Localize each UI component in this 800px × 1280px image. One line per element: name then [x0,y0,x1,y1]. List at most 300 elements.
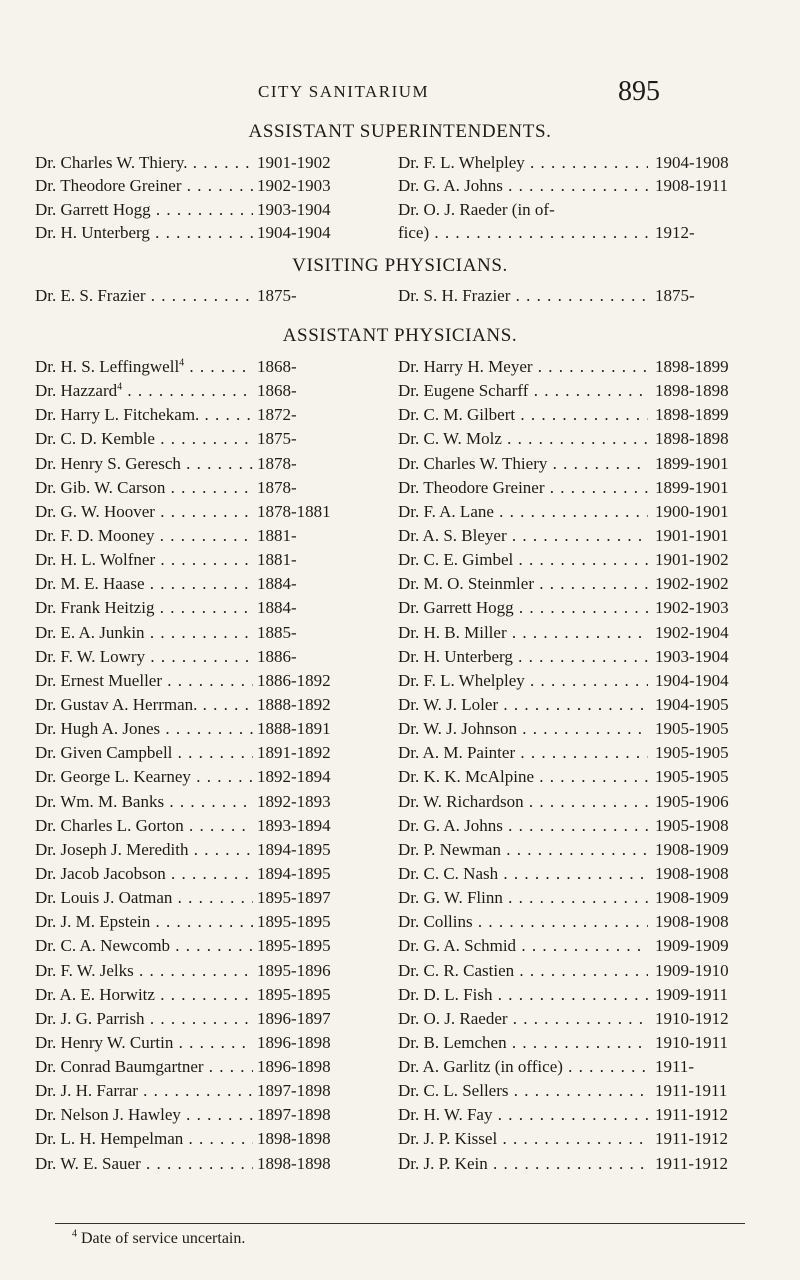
physician-name-text: Dr. Joseph J. Meredith [35,839,189,859]
entry-row [398,621,735,645]
service-years: 1904-1905 [655,694,729,714]
service-years: 1898-1898 [655,429,729,449]
physician-name-text: Dr. Frank Heitzig [35,598,155,618]
physician-name-text: Dr. Hazzard [35,381,118,401]
physician-name [35,1007,253,1031]
service-years: 1905-1906 [655,791,729,811]
service-years: 1911-1912 [655,1105,729,1125]
entry-row [398,476,735,500]
entry-row [398,198,735,222]
entry-row [35,355,337,379]
entry-row [398,1127,735,1151]
physician-name-text: Dr. Gustav A. Herrman. [35,694,198,714]
physician-name-text: Dr. M. O. Steinmler [398,574,534,594]
service-years: 1910-1911 [655,1032,729,1052]
entry-row [398,934,735,958]
physician-name [35,1055,253,1079]
service-years: 1903-1904 [257,199,331,219]
physician-name-text: Dr. W. J. Johnson [398,719,518,739]
footnote-mark: 4 [72,1228,77,1240]
entry-row [35,500,337,524]
service-years: 1895-1895 [257,912,331,932]
entry-row [398,151,735,175]
physician-name-text: Dr. Ernest Mueller [35,670,162,690]
page-number: 895 [618,76,660,107]
physician-name-text: Dr. L. H. Hempelman [35,1129,184,1149]
physician-name-text: Dr. Nelson J. Hawley [35,1105,181,1125]
section-title: ASSISTANT PHYSICIANS. [282,325,518,346]
entry-row [398,1055,735,1079]
service-years: 1881- [257,550,297,570]
physician-name-text: Dr. Charles W. Thiery. [35,153,188,172]
entry-row [35,403,337,427]
entry-row [398,548,735,572]
service-years: 1872- [257,405,297,425]
entry-row [398,1103,735,1127]
service-years: 1908-1909 [655,839,729,859]
physician-name-text: Dr. W. J. Loler [398,694,499,714]
physician-name [398,814,648,838]
physician-name [35,1079,253,1103]
physician-name-text: Dr. W. Richardson [398,791,524,811]
physician-name-text: Dr. G. A. Johns [398,176,503,196]
service-years: 1898-1898 [257,1129,331,1149]
entry-row [398,500,735,524]
physician-name [35,934,253,958]
physician-name-text: Dr. P. Newman [398,839,501,859]
physician-name [35,284,253,308]
physician-name-text: Dr. F. W. Jelks [35,960,134,980]
entry-row [398,221,735,245]
entry-row [398,174,735,198]
entry-row [398,284,735,308]
service-years: 1897-1898 [257,1081,331,1101]
entry-row [35,669,337,693]
physician-name-text: Dr. George L. Kearney [35,767,191,787]
entry-row [398,403,735,427]
physician-name-text: Dr. F. L. Whelpley [398,670,525,690]
service-years: 1886-1892 [257,670,331,690]
service-years: 1899-1901 [655,477,729,497]
physician-name [35,717,253,741]
physician-name [398,838,648,862]
footnote-text: Date of service uncertain. [81,1230,246,1247]
physician-name [35,983,253,1007]
physician-name-text: Dr. J. P. Kein [398,1153,488,1173]
service-years: 1902-1904 [655,622,729,642]
entry-row [35,983,337,1007]
physician-name-text: Dr. M. E. Haase [35,574,145,594]
service-years: 1909-1910 [655,960,729,980]
physician-name-text: Dr. G. W. Flinn [398,888,503,908]
service-years: 1911-1912 [655,1129,729,1149]
service-years: 1891-1892 [257,743,331,763]
service-years: 1886- [257,646,297,666]
entry-row [35,838,337,862]
physician-name [398,548,648,572]
physician-name-text: Dr. C. C. Nash [398,863,499,883]
service-years: 1908-1908 [655,863,729,883]
physician-name [398,198,648,222]
entry-row [35,1152,337,1176]
service-years: 1884- [257,598,297,618]
physician-name [35,427,253,451]
footnote-ref: 4 [179,357,185,369]
entry-row [35,814,337,838]
entry-row [35,693,337,717]
entry-row [398,355,735,379]
physician-name [35,1152,253,1176]
entry-row [398,790,735,814]
service-years: 1898-1898 [655,381,729,401]
entry-row [398,862,735,886]
physician-name [35,151,253,175]
service-years: 1875- [257,429,297,449]
physician-name [35,862,253,886]
physician-name [35,596,253,620]
physician-name-text: Dr. J. G. Parrish [35,1008,145,1028]
entry-row [35,959,337,983]
physician-name [398,934,648,958]
entry-row [398,741,735,765]
service-years: 1911-1911 [655,1081,728,1101]
entry-row [398,765,735,789]
physician-name-text: Dr. J. M. Epstein [35,912,151,932]
entry-row [35,934,337,958]
service-years: 1892-1893 [257,791,331,811]
entry-row [35,862,337,886]
entry-row [35,1007,337,1031]
entry-row [398,910,735,934]
service-years: 1881- [257,525,297,545]
service-years: 1868- [257,357,297,376]
entry-row [35,572,337,596]
physician-name-text: Dr. A. Garlitz (in office) [398,1057,563,1077]
physician-name-text: Dr. Garrett Hogg [35,199,151,219]
entry-row [35,174,337,198]
footnote [72,1230,245,1248]
service-years: 1875- [257,286,297,305]
physician-name-text: Dr. A. M. Painter [398,743,516,763]
service-years: 1904-1904 [257,222,331,242]
service-years: 1878-1881 [257,501,331,521]
service-years: 1888-1891 [257,719,331,739]
physician-name [35,1103,253,1127]
physician-name [398,174,648,198]
physician-name-text: Dr. C. D. Kemble [35,429,155,449]
physician-name [35,1031,253,1055]
physician-name [398,379,648,403]
physician-name-text: Dr. O. J. Raeder (in of- [398,199,555,219]
service-years: 1896-1898 [257,1057,331,1077]
service-years: 1885- [257,622,297,642]
entry-row [35,910,337,934]
physician-name-text: Dr. Henry W. Curtin [35,1032,174,1052]
service-years: 1899-1901 [655,453,729,473]
entry-row [398,814,735,838]
physician-name [35,838,253,862]
entry-row [398,1079,735,1103]
running-head [0,76,800,116]
service-years: 1905-1905 [655,767,729,787]
physician-name [35,669,253,693]
physician-name [398,1103,648,1127]
physician-name-text: Dr. E. A. Junkin [35,622,145,642]
physician-name-text: Dr. G. W. Hoover [35,501,155,521]
service-years: 1905-1905 [655,743,729,763]
service-years: 1893-1894 [257,815,331,835]
service-years: 1897-1898 [257,1105,331,1125]
physician-name [35,403,253,427]
physician-name-text: Dr. Louis J. Oatman [35,888,173,908]
service-years: 1901-1902 [257,153,331,172]
physician-name [398,790,648,814]
entry-row [398,959,735,983]
entry-row [35,621,337,645]
physician-name [35,379,253,403]
physician-name [398,427,648,451]
physician-name [398,862,648,886]
physician-name-text: Dr. Gib. W. Carson [35,477,166,497]
service-years: 1896-1898 [257,1032,331,1052]
physician-name [35,476,253,500]
physician-name [398,221,648,245]
physician-name [398,1127,648,1151]
physician-name [35,741,253,765]
entry-row [35,1079,337,1103]
physician-name-text: Dr. H. Unterberg [398,646,513,666]
physician-name [398,1055,648,1079]
service-years: 1911- [655,1057,695,1077]
physician-name [398,524,648,548]
entry-row [35,476,337,500]
entry-row [398,886,735,910]
entry-row [35,548,337,572]
service-years: 1895-1896 [257,960,331,980]
physician-name [398,452,648,476]
section-title: ASSISTANT SUPERINTENDENTS. [248,121,552,142]
physician-name [398,572,648,596]
service-years: 1888-1892 [257,694,331,714]
physician-name-text: Dr. Charles W. Thiery [398,453,548,473]
physician-name-text: Dr. W. E. Sauer [35,1153,141,1173]
service-years: 1904-1904 [655,670,729,690]
service-years: 1909-1909 [655,936,729,956]
entry-row [35,1055,337,1079]
entry-row [398,838,735,862]
physician-name [35,621,253,645]
physician-name-text: Dr. H. W. Fay [398,1105,493,1125]
physician-name [398,1152,648,1176]
service-years: 1878- [257,477,297,497]
physician-name [398,621,648,645]
physician-name-text: Dr. C. E. Gimbel [398,550,514,570]
entry-row [35,221,337,245]
service-years: 1905-1908 [655,815,729,835]
service-years: 1898-1899 [655,405,729,425]
physician-name [398,886,648,910]
physician-name-text: Dr. Harry L. Fitchekam. [35,405,200,425]
entry-row [35,886,337,910]
physician-name [398,500,648,524]
physician-name-text: Dr. Garrett Hogg [398,598,514,618]
service-years: 1910-1912 [655,1008,729,1028]
entry-row [398,596,735,620]
service-years: 1868- [257,381,297,401]
physician-name [35,645,253,669]
physician-name [398,645,648,669]
service-years: 1902-1903 [655,598,729,618]
physician-name-text: Dr. Theodore Greiner [35,176,182,196]
section-title: VISITING PHYSICIANS. [292,255,508,276]
footnote-ref: 4 [117,381,123,393]
physician-name [35,524,253,548]
entry-row [398,572,735,596]
physician-name [398,717,648,741]
service-years: 1892-1894 [257,767,331,787]
physician-name [35,548,253,572]
physician-name-text: Dr. Harry H. Meyer [398,357,533,376]
service-years: 1911-1912 [655,1153,729,1173]
service-years: 1905-1905 [655,719,729,739]
entry-row [35,765,337,789]
entry-row [35,1031,337,1055]
physician-name [398,1079,648,1103]
physician-name [35,910,253,934]
service-years: 1908-1911 [655,176,729,196]
service-years: 1894-1895 [257,863,331,883]
physician-name [35,452,253,476]
service-years: 1898-1899 [655,357,729,376]
physician-name-text: Dr. J. P. Kissel [398,1129,498,1149]
physician-name-text: Dr. C. M. Gilbert [398,405,516,425]
service-years: 1895-1895 [257,936,331,956]
physician-name-text: Dr. H. B. Miller [398,622,507,642]
physician-name [398,355,648,379]
physician-name [398,403,648,427]
entry-row [398,452,735,476]
service-years: 1900-1901 [655,501,729,521]
service-years: 1875- [655,286,695,305]
entry-row [398,983,735,1007]
physician-name-text: Dr. E. S. Frazier [35,286,146,305]
service-years: 1912- [655,222,695,242]
entry-row [35,284,337,308]
physician-name-text: Dr. G. A. Johns [398,815,503,835]
running-title: CITY SANITARIUM [258,82,430,101]
physician-name [398,910,648,934]
physician-name [35,959,253,983]
service-years: 1895-1897 [257,888,331,908]
entry-row [398,1152,735,1176]
physician-name-text: Dr. Hugh A. Jones [35,719,161,739]
footnote-rule [55,1223,745,1224]
physician-name [35,765,253,789]
physician-name [35,814,253,838]
service-years: 1894-1895 [257,839,331,859]
service-years: 1895-1895 [257,984,331,1004]
physician-name [35,886,253,910]
service-years: 1902-1902 [655,574,729,594]
physician-name-text: fice) [398,222,430,242]
entry-row [398,427,735,451]
entry-row [398,645,735,669]
physician-name-text: Dr. H. L. Wolfner [35,550,156,570]
physician-name [35,355,253,379]
physician-name-text: Dr. Eugene Scharff [398,381,529,401]
service-years: 1878- [257,453,297,473]
physician-name-text: Dr. Henry S. Geresch [35,453,181,473]
physician-name-text: Dr. Collins [398,912,473,932]
service-years: 1898-1898 [257,1153,331,1173]
physician-name-text: Dr. S. H. Frazier [398,286,511,305]
physician-name-text: Dr. F. L. Whelpley [398,153,525,172]
entry-row [35,452,337,476]
entry-row [398,379,735,403]
service-years: 1884- [257,574,297,594]
physician-name [35,174,253,198]
physician-name-text: Dr. Theodore Greiner [398,477,545,497]
physician-name-text: Dr. C. R. Castien [398,960,515,980]
entry-row [398,1031,735,1055]
service-years: 1904-1908 [655,153,729,172]
physician-name-text: Dr. F. W. Lowry [35,646,146,666]
service-years: 1901-1901 [655,525,729,545]
physician-name-text: Dr. D. L. Fish [398,984,493,1004]
physician-name-text: Dr. Wm. M. Banks [35,791,165,811]
physician-name-text: Dr. Charles L. Gorton [35,815,184,835]
physician-name [398,669,648,693]
physician-name-text: Dr. Conrad Baumgartner [35,1057,204,1077]
entry-row [35,427,337,451]
physician-name [35,500,253,524]
entry-row [35,717,337,741]
physician-name-text: Dr. J. H. Farrar [35,1081,138,1101]
physician-name [35,693,253,717]
entry-row [35,524,337,548]
physician-name-text: Dr. F. D. Mooney [35,525,155,545]
physician-name-text: Dr. K. K. McAlpine [398,767,534,787]
service-years: 1909-1911 [655,984,729,1004]
physician-name [398,1007,648,1031]
service-years: 1908-1908 [655,912,729,932]
physician-name-text: Dr. G. A. Schmid [398,936,517,956]
physician-name [398,693,648,717]
entry-row [398,1007,735,1031]
entry-row [35,198,337,222]
physician-name-text: Dr. Given Campbell [35,743,173,763]
physician-name [35,198,253,222]
entry-row [35,379,337,403]
physician-name [35,790,253,814]
physician-name-text: Dr. A. S. Bleyer [398,525,507,545]
physician-name [398,959,648,983]
service-years: 1908-1909 [655,888,729,908]
physician-name-text: Dr. H. Unterberg [35,222,150,242]
service-years: 1901-1902 [655,550,729,570]
entry-row [35,741,337,765]
physician-name-text: Dr. C. W. Molz [398,429,502,449]
physician-name-text: Dr. O. J. Raeder [398,1008,508,1028]
entry-row [398,693,735,717]
physician-name [35,1127,253,1151]
physician-name [35,572,253,596]
physician-name [398,596,648,620]
physician-name [398,284,648,308]
entry-row [35,645,337,669]
service-years: 1896-1897 [257,1008,331,1028]
physician-name-text: Dr. F. A. Lane [398,501,494,521]
